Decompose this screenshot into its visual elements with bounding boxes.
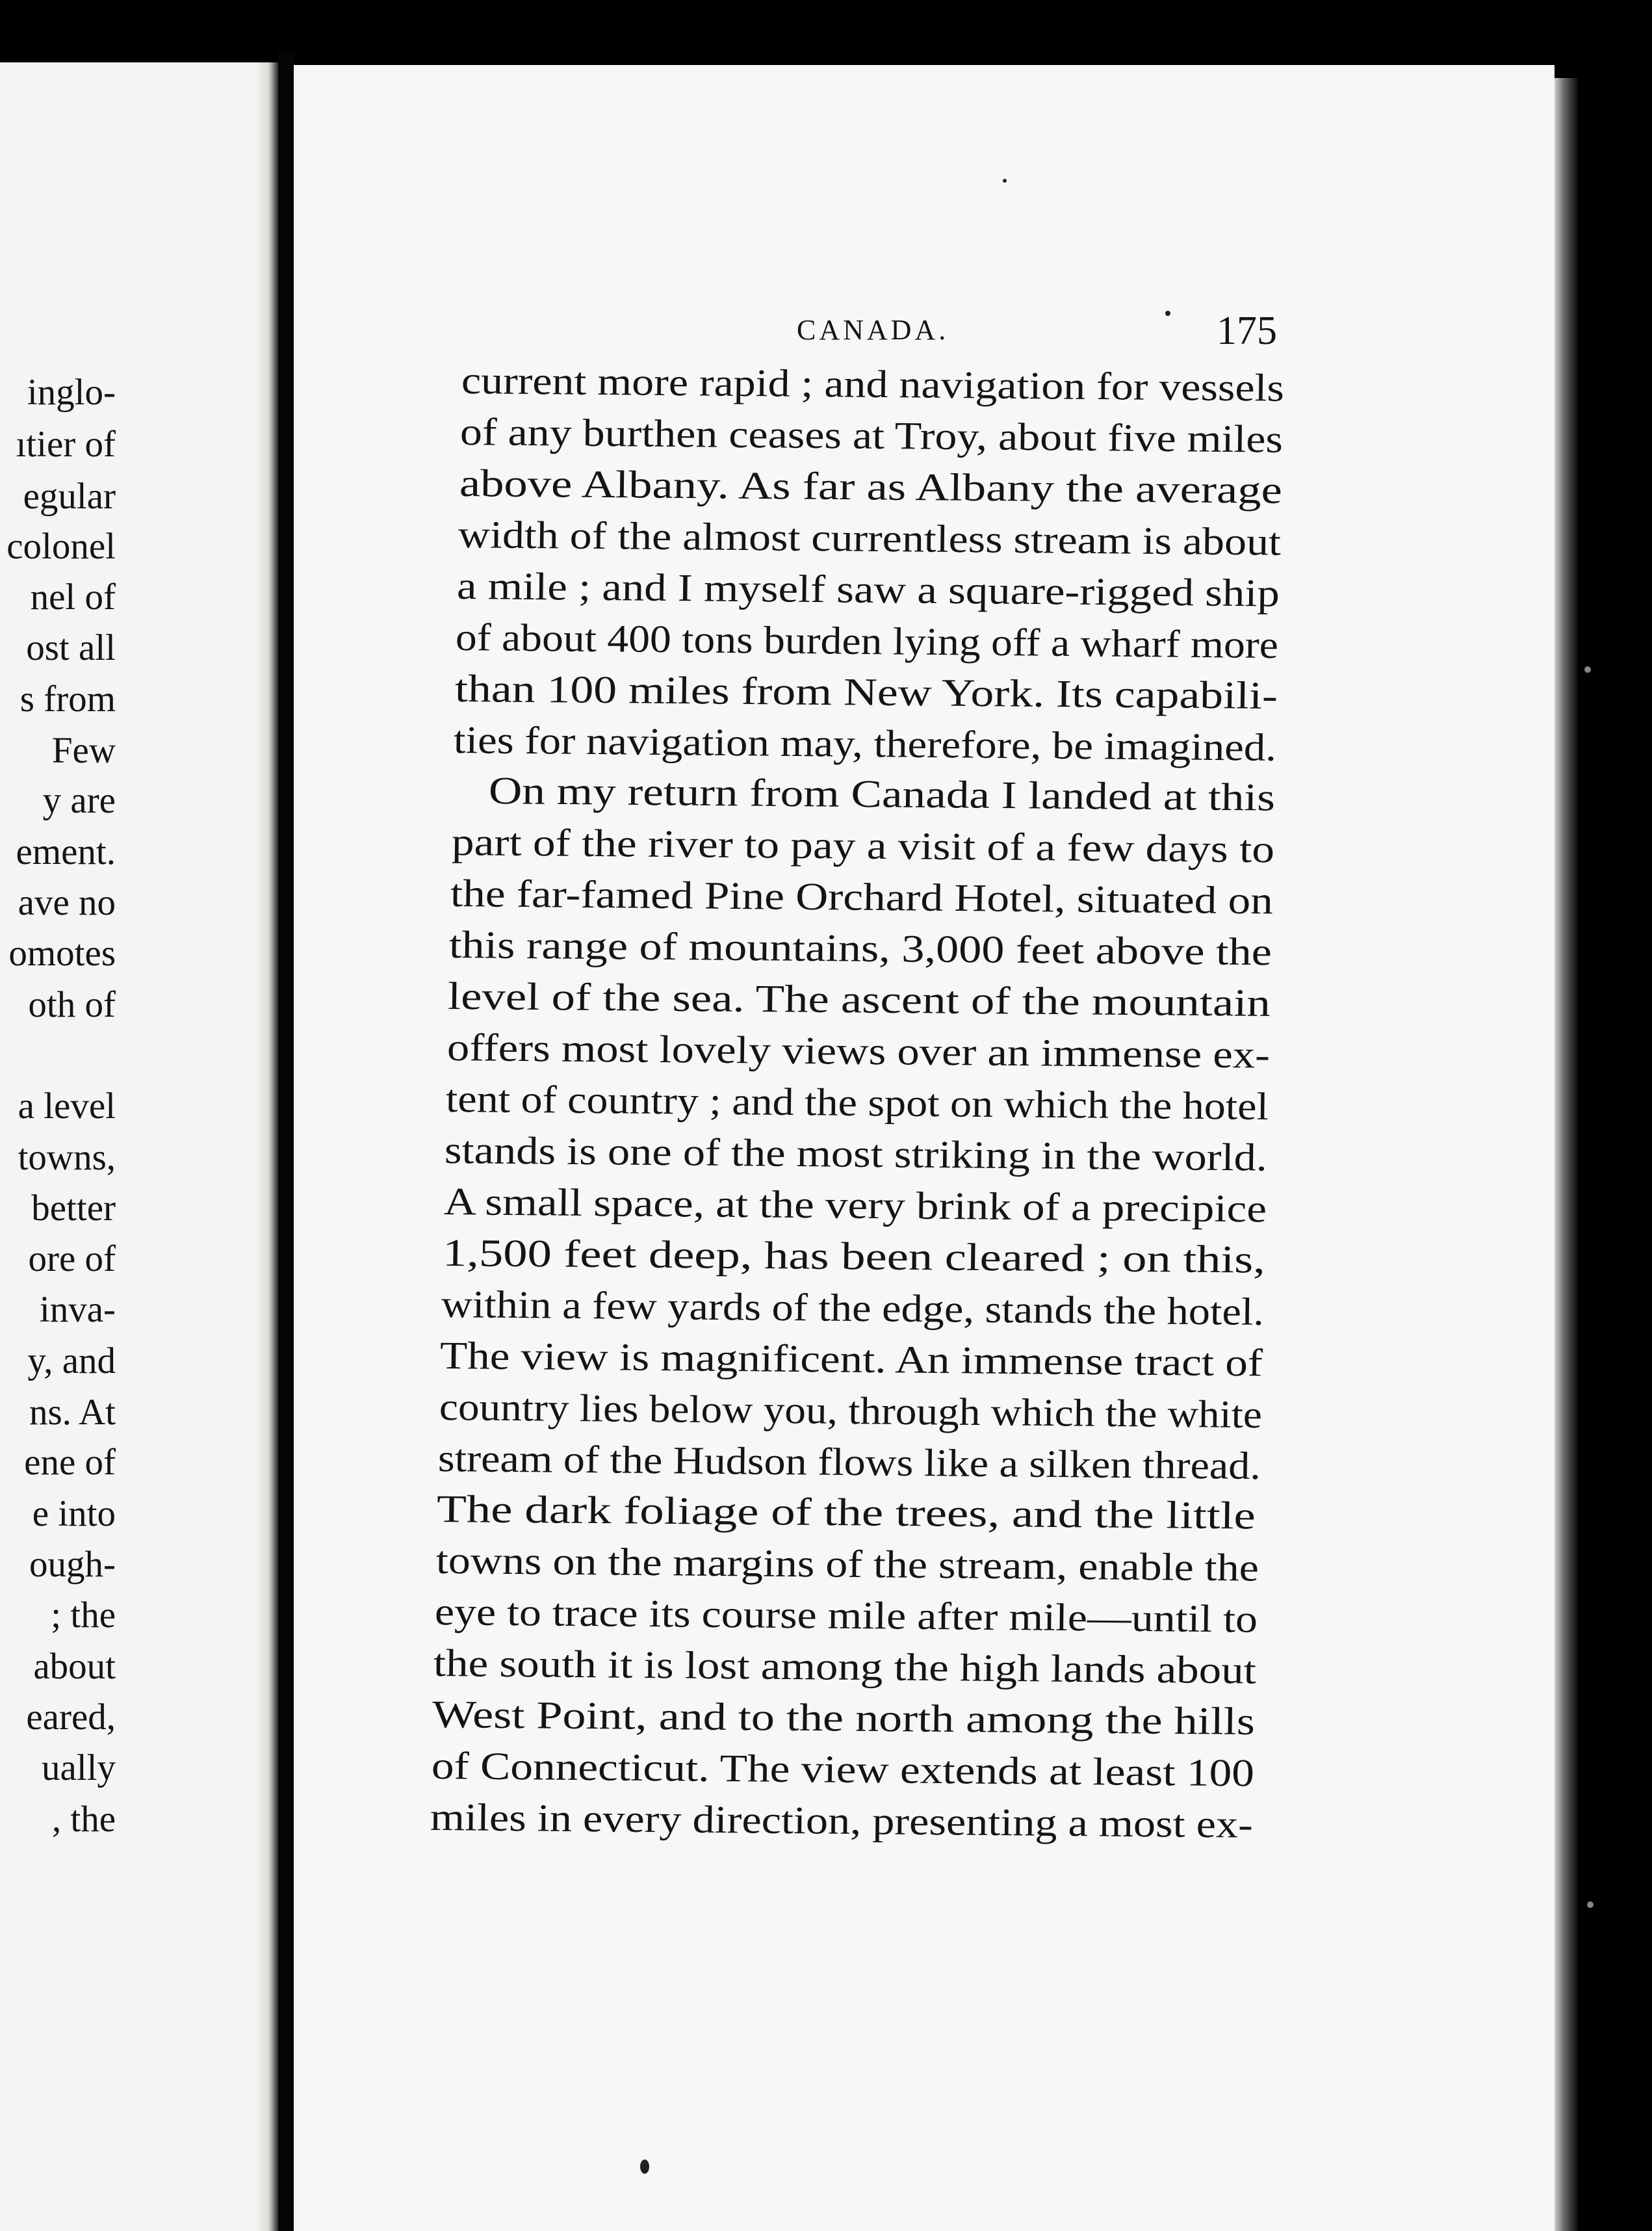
body-text-line: towns on the margins of the stream, enable the xyxy=(435,1539,1259,1590)
body-text-line: On my return from Canada I landed at this xyxy=(488,769,1276,820)
scan-speck xyxy=(1587,1901,1594,1908)
body-text-line: the south it is lost among the high lands about xyxy=(433,1641,1257,1692)
body-text-line: of about 400 tons burden lying off a wharf more xyxy=(456,615,1279,666)
left-page-line-fragment: inglo- xyxy=(27,372,116,413)
body-text-line: eye to trace its course mile after mile—until to xyxy=(434,1590,1258,1641)
left-page-line-fragment: eared, xyxy=(26,1697,116,1738)
left-page-line-fragment: omotes xyxy=(8,933,116,974)
body-text-line: ties for navigation may, therefore, be imagined. xyxy=(453,718,1277,769)
left-page-line-fragment: oth of xyxy=(28,984,116,1025)
left-page-line-fragment: ost all xyxy=(26,627,116,668)
left-page-line-fragment: ually xyxy=(42,1747,116,1788)
left-page-line-fragment: Few xyxy=(51,730,116,771)
left-page-line-fragment: colonel xyxy=(6,526,116,567)
left-page-line-fragment: ave no xyxy=(18,882,116,923)
body-text-line: of any burthen ceases at Troy, about five miles xyxy=(459,410,1284,461)
left-page-edge xyxy=(255,62,278,2231)
scan-speck xyxy=(1165,311,1170,316)
left-page-line-fragment: inva- xyxy=(39,1289,116,1330)
body-text-line: the far-famed Pine Orchard Hotel, situated on xyxy=(450,872,1274,922)
right-page-edge xyxy=(1555,78,1578,2231)
left-page-line-fragment: ene of xyxy=(24,1442,116,1483)
scan-speck xyxy=(1584,666,1591,673)
left-page-line-fragment: egular xyxy=(23,476,116,517)
body-text-line: country lies below you, through which the white xyxy=(439,1385,1262,1436)
body-text-line: tent of country ; and the spot on which the hotel xyxy=(445,1077,1269,1129)
left-page-line-fragment: ore of xyxy=(28,1238,116,1279)
body-text-line: 1,500 feet deep, has been cleared ; on this, xyxy=(442,1231,1266,1281)
left-page-line-fragment: ns. At xyxy=(29,1392,116,1433)
left-page-line-fragment: e into xyxy=(32,1493,116,1534)
body-text-line: The dark foliage of the trees, and the little xyxy=(436,1487,1256,1537)
body-text-line: miles in every direction, presenting a most ex- xyxy=(430,1795,1254,1846)
scan-speck xyxy=(1003,179,1007,183)
body-text-line: A small space, at the very brink of a precipice xyxy=(443,1179,1267,1231)
book-gutter xyxy=(278,52,294,2231)
body-text-line: a mile ; and I myself saw a square-rigged ship xyxy=(456,564,1280,615)
body-text-line: current more rapid ; and navigation for vessels xyxy=(461,359,1285,410)
left-page-line-fragment: s from xyxy=(19,679,116,720)
body-text-line: stands is one of the most striking in the world. xyxy=(444,1128,1268,1179)
left-page-line-fragment: about xyxy=(33,1646,116,1687)
left-page-line-fragment: y, and xyxy=(27,1340,116,1381)
body-text-line: above Albany. As far as Albany the average xyxy=(459,461,1282,512)
left-page-line-fragment: ement. xyxy=(16,831,116,872)
body-text-line: within a few yards of the edge, stands the hotel. xyxy=(441,1282,1265,1333)
body-text-line: width of the almost currentless stream is about xyxy=(458,512,1282,564)
body-text-line: stream of the Hudson flows like a silken thread. xyxy=(437,1436,1261,1487)
left-page-line-fragment: a level xyxy=(18,1086,116,1127)
running-head: CANADA. xyxy=(797,314,949,346)
left-page-line-fragment: better xyxy=(31,1188,116,1229)
body-text-line: West Point, and to the north among the hills xyxy=(432,1693,1256,1743)
left-page-line-fragment: ; the xyxy=(51,1595,116,1636)
body-text-line: this range of mountains, 3,000 feet above the xyxy=(448,923,1272,974)
left-page-line-fragment: y are xyxy=(42,780,116,821)
left-page-line-fragment: ıtier of xyxy=(16,424,116,465)
body-text-line: than 100 miles from New York. Its capabili- xyxy=(454,666,1278,717)
page-number: 175 xyxy=(1217,309,1277,353)
left-page-line-fragment: nel of xyxy=(30,577,116,618)
scan-speck xyxy=(640,2159,649,2174)
body-text-line: offers most lovely views over an immense ex- xyxy=(446,1026,1271,1076)
body-text-line: level of the sea. The ascent of the mountain xyxy=(448,974,1271,1025)
left-page-line-fragment: towns, xyxy=(18,1137,116,1178)
body-text-line: of Connecticut. The view extends at least 100 xyxy=(431,1744,1255,1795)
body-text-line: part of the river to pay a visit of a few days to xyxy=(451,820,1274,871)
left-page-line-fragment: , the xyxy=(51,1799,116,1840)
left-page-line-fragment: ough- xyxy=(29,1544,116,1585)
body-text-line: The view is magnificent. An immense tract of xyxy=(440,1333,1263,1385)
